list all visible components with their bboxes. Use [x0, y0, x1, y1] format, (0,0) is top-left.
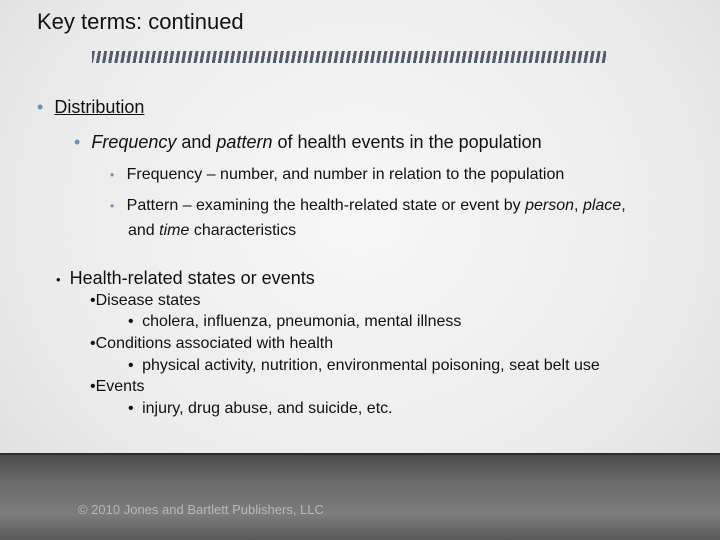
conditions-examples-item — [128, 357, 600, 375]
bullet-dot: • — [74, 132, 81, 152]
frequency-word: Frequency — [91, 132, 177, 152]
pattern-word: pattern — [216, 132, 273, 152]
slide-title: Key terms: continued — [37, 9, 244, 34]
events-label: Events — [95, 378, 145, 395]
bullet-dot: • — [128, 313, 134, 330]
bullet-health-related — [56, 268, 315, 289]
person-word: person — [525, 197, 575, 214]
conditions-examples-text: physical activity, nutrition, environmental poisoning, seat belt use — [142, 357, 600, 374]
comma: , — [574, 197, 583, 214]
disease-states-item — [90, 292, 201, 310]
bullet-dot: • — [128, 400, 134, 417]
time-word: time — [159, 222, 190, 239]
comma: , — [621, 197, 626, 214]
pattern-definition-continuation — [128, 222, 296, 240]
and-word: and — [128, 222, 160, 239]
footer-band — [0, 455, 720, 540]
title-divider-stripe — [92, 51, 606, 63]
bullet-dot: • — [90, 292, 96, 309]
bullet-dot: • — [110, 199, 115, 213]
disease-states-label: Disease states — [95, 292, 201, 309]
and-word: and — [176, 132, 217, 152]
disease-examples-item — [128, 313, 461, 331]
bullet-frequency-definition — [110, 166, 564, 184]
copyright-text: © 2010 Jones and Bartlett Publishers, LLC — [78, 502, 324, 517]
conditions-item — [90, 335, 333, 353]
distribution-label: Distribution — [54, 97, 145, 117]
events-examples-item — [128, 400, 393, 418]
bullet-dot: • — [128, 357, 134, 374]
events-item — [90, 378, 145, 396]
bullet-dot: • — [37, 97, 44, 117]
bullet-dot: • — [90, 378, 96, 395]
pattern-definition-text: Pattern – examining the health-related state or event by — [126, 197, 526, 214]
characteristics-text: characteristics — [189, 222, 297, 239]
frequency-pattern-rest: of health events in the population — [272, 132, 542, 152]
events-examples-text: injury, drug abuse, and suicide, etc. — [142, 400, 393, 417]
bullet-pattern-definition — [110, 197, 626, 215]
disease-examples-text: cholera, influenza, pneumonia, mental illness — [142, 313, 462, 330]
bullet-frequency-pattern — [74, 132, 542, 153]
bullet-dot: • — [56, 272, 61, 287]
conditions-label: Conditions associated with health — [95, 335, 334, 352]
bullet-distribution — [37, 97, 144, 118]
bullet-dot: • — [110, 168, 115, 182]
health-related-label: Health-related states or events — [69, 268, 315, 288]
place-word: place — [582, 197, 622, 214]
bullet-dot: • — [90, 335, 96, 352]
frequency-definition-text: Frequency – number, and number in relation to the population — [126, 166, 565, 183]
